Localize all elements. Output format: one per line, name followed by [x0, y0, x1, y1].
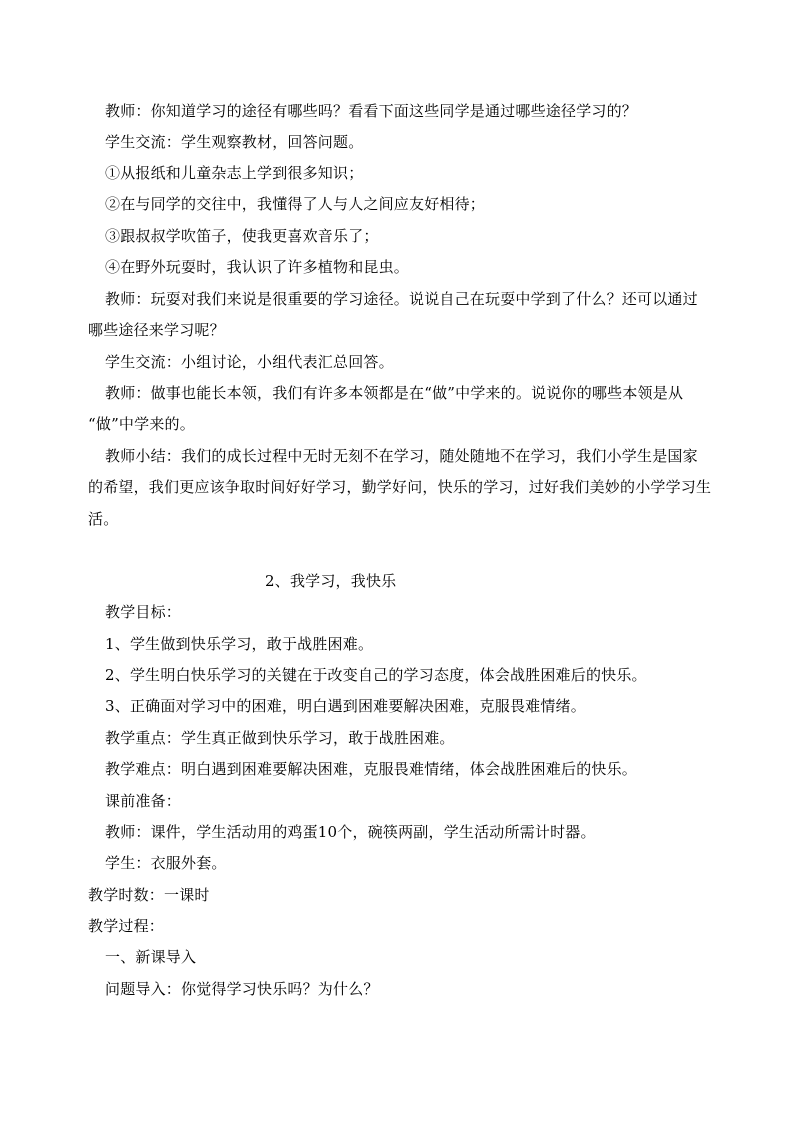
list-item-4: ④在野外玩耍时，我认识了许多植物和昆虫。: [105, 258, 410, 276]
list-item-1: ①从报纸和儿童杂志上学到很多知识；: [105, 164, 364, 182]
list-item-3: ③跟叔叔学吹笛子，使我更喜欢音乐了；: [105, 227, 379, 245]
step-new-lesson: 一、新课导入: [105, 948, 197, 966]
goal-3: 3、正确面对学习中的困难，明白遇到困难要解决困难，克服畏难情绪。: [105, 697, 586, 715]
paragraph-play-line1: 教师：玩耍对我们来说是很重要的学习途径。说说自己在玩耍中学到了什么？还可以通过: [105, 290, 698, 308]
difficulty: 教学难点：明白遇到困难要解决困难，克服畏难情绪，体会战胜困难后的快乐。: [105, 760, 638, 778]
paragraph-teacher-question: 教师：你知道学习的途径有哪些吗？看看下面这些同学是通过哪些途径学习的？: [105, 102, 638, 120]
paragraph-doing-line1: 教师：做事也能长本领，我们有许多本领都是在“做”中学来的。说说你的哪些本领是从: [105, 384, 684, 402]
teaching-hours: 教学时数：一课时: [88, 886, 210, 904]
paragraph-summary-line3: 活。: [88, 510, 119, 528]
paragraph-summary-line2: 的希望，我们更应该争取时间好好学习，勤学好问，快乐的学习，过好我们美妙的小学学习生: [88, 478, 712, 496]
list-item-2: ②在与同学的交往中，我懂得了人与人之间应友好相待；: [105, 195, 486, 213]
key-point: 教学重点：学生真正做到快乐学习，敢于战胜困难。: [105, 729, 455, 747]
goal-1: 1、学生做到快乐学习，敢于战胜困难。: [105, 635, 374, 653]
prep-student: 学生：衣服外套。: [105, 854, 227, 872]
section-title: 2、我学习，我快乐: [265, 572, 397, 590]
goals-label: 教学目标：: [105, 603, 182, 621]
paragraph-play-line2: 哪些途径来学习呢？: [88, 321, 225, 339]
paragraph-doing-line2: “做”中学来的。: [88, 415, 195, 433]
paragraph-group-discussion: 学生交流：小组讨论，小组代表汇总回答。: [105, 353, 394, 371]
prep-label: 课前准备：: [105, 792, 182, 810]
teaching-process: 教学过程：: [88, 917, 165, 935]
question-intro: 问题导入：你觉得学习快乐吗？为什么？: [105, 980, 379, 998]
prep-teacher: 教师：课件，学生活动用的鸡蛋10个，碗筷两副，学生活动所需计时器。: [105, 823, 596, 841]
goal-2: 2、学生明白快乐学习的关键在于改变自己的学习态度，体会战胜困难后的快乐。: [105, 666, 647, 684]
paragraph-summary-line1: 教师小结：我们的成长过程中无时无刻不在学习，随处随地不在学习，我们小学生是国家: [105, 447, 698, 465]
paragraph-student-exchange: 学生交流：学生观察教材，回答问题。: [105, 133, 364, 151]
